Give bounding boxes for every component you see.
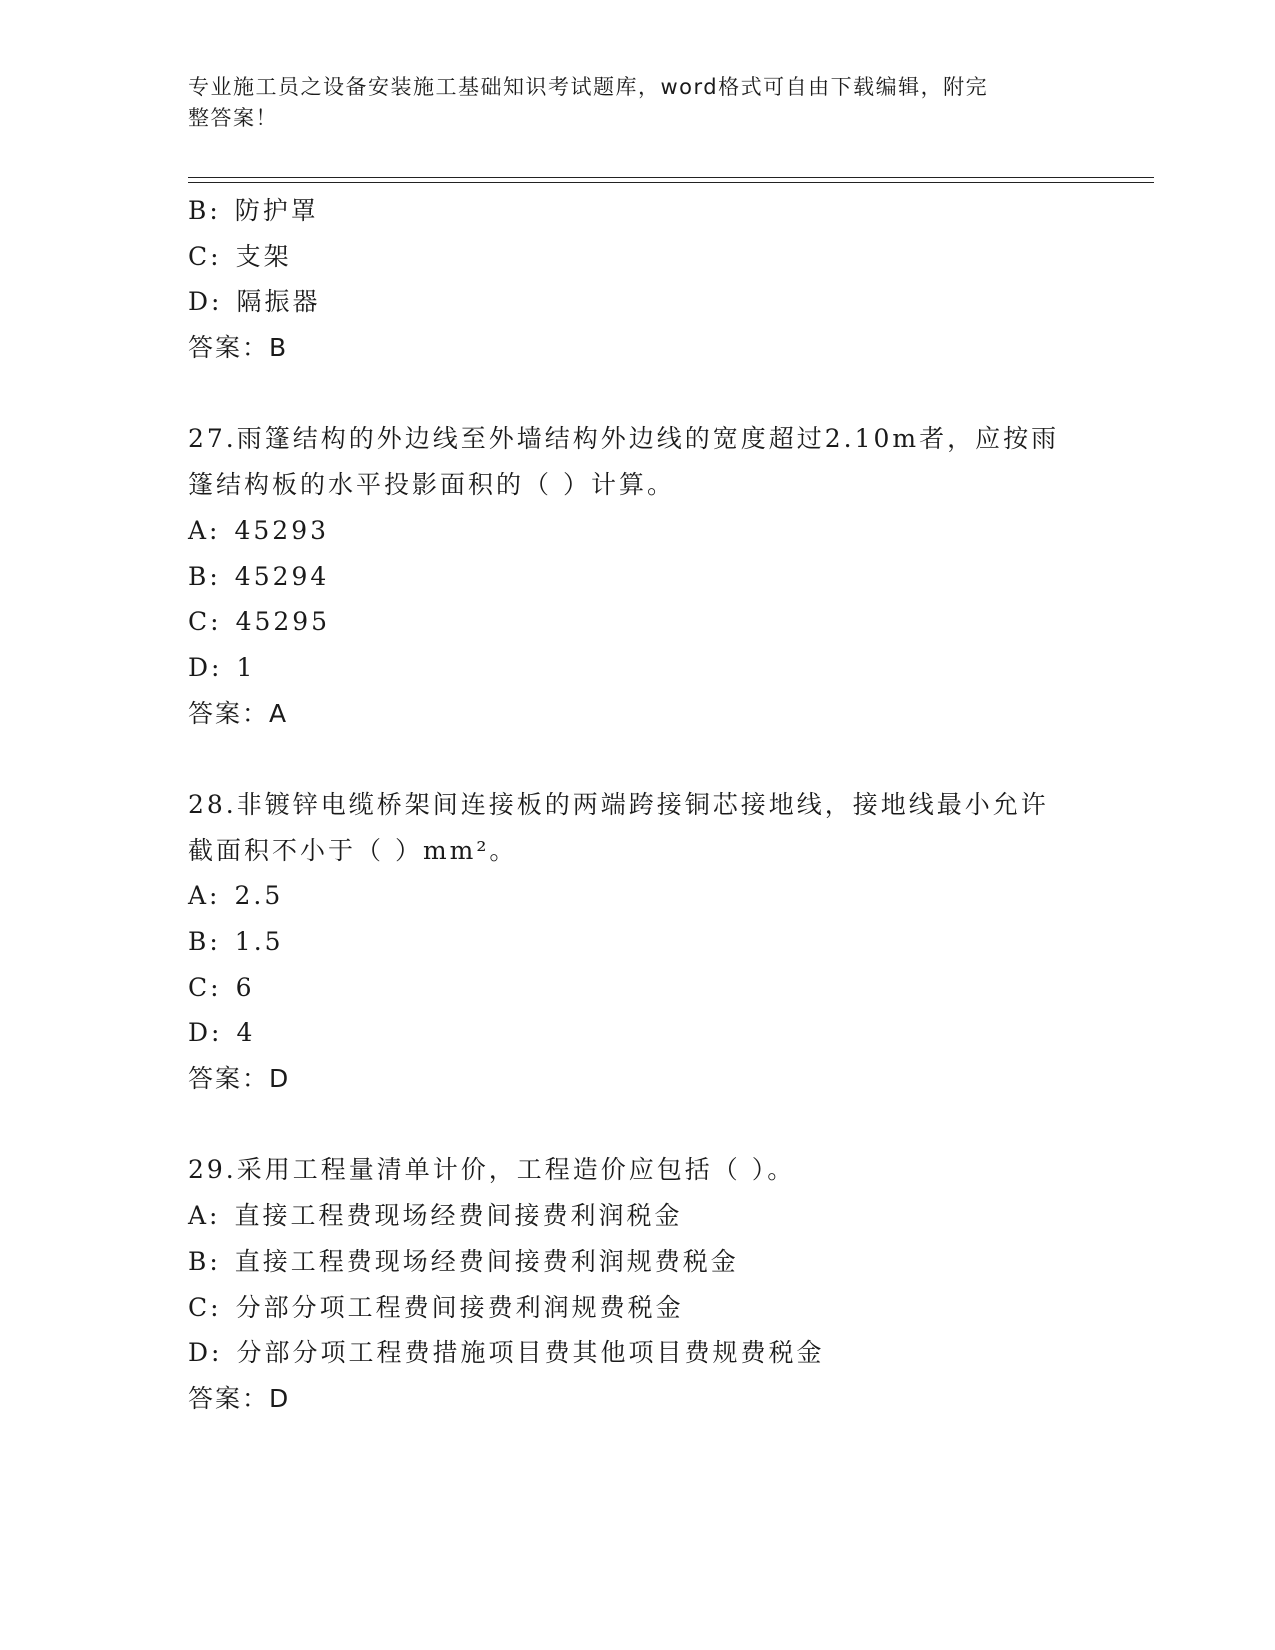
header-line-2: 整答案！ [188,106,278,130]
option-text: 2.5 [234,881,284,911]
document-header [188,72,1068,134]
option-text: 直接工程费现场经费间接费利润规费税金 [234,1246,739,1276]
question-stem: 29.采用工程量清单计价，工程造价应包括（ ）。 [188,1155,796,1185]
option-d [188,1330,1088,1376]
option-d [188,279,1088,325]
option-key: B: [188,561,221,591]
option-key: B: [188,1246,221,1276]
question-28-block [188,782,1088,1102]
option-c [188,965,1088,1011]
question-list [188,188,1088,1422]
option-text: 直接工程费现场经费间接费利润税金 [234,1201,683,1231]
header-divider-bottom [188,182,1154,183]
option-text: 45294 [234,561,330,591]
option-c [188,599,1088,645]
option-key: A: [188,1201,221,1231]
option-key: C: [188,607,222,637]
spacer [188,1102,1088,1148]
option-d [188,1010,1088,1056]
question-27-block [188,416,1088,736]
header-line-1: 专业施工员之设备安装施工基础知识考试题库，word格式可自由下载编辑，附完 [188,75,989,99]
option-text: 1 [236,652,256,682]
question-stem: 27.雨篷结构的外边线至外墙结构外边线的宽度超过2.10m者，应按雨 [188,424,1060,454]
option-a [188,508,1088,554]
option-key: B: [188,927,221,956]
answer-line: 答案：B [188,333,289,363]
answer-line: 答案：D [188,1064,291,1094]
option-b [188,554,1088,600]
option-key: B: [188,196,221,225]
question-stem-continued: 截面积不小于（ ）mm²。 [188,835,518,865]
option-a [188,873,1088,919]
option-text: 分部分项工程费措施项目费其他项目费规费税金 [236,1338,825,1368]
option-key: D: [188,1338,223,1368]
option-key: D: [188,287,223,317]
option-key: A: [188,515,221,545]
option-key: A: [188,881,221,911]
option-text: 45293 [234,515,330,545]
option-text: 6 [235,972,255,1002]
option-text: 45295 [235,607,331,637]
option-key: C: [188,241,222,271]
answer-line: 答案：D [188,1383,291,1413]
option-c [188,1285,1088,1331]
option-key: D: [188,652,223,682]
header-divider-top [188,177,1154,178]
answer-line: 答案：A [188,698,289,728]
option-b [188,1239,1088,1285]
option-text: 防护罩 [234,196,319,225]
option-a [188,1193,1088,1239]
option-key: C: [188,1292,222,1322]
option-key: C: [188,972,222,1002]
question-stem-continued: 篷结构板的水平投影面积的（ ）计算。 [188,470,675,500]
option-text: 1.5 [234,927,284,956]
option-key: D: [188,1018,223,1048]
question-stem: 28.非镀锌电缆桥架间连接板的两端跨接铜芯接地线，接地线最小允许 [188,789,1049,819]
spacer [188,371,1088,417]
option-b [188,188,1088,234]
spacer [188,736,1088,782]
option-text: 分部分项工程费间接费利润规费税金 [235,1292,684,1322]
option-text: 隔振器 [236,287,321,317]
prev-question-block [188,188,1088,371]
option-text: 支架 [235,241,292,271]
option-c [188,234,1088,280]
option-text: 4 [236,1018,256,1048]
question-29-block [188,1147,1088,1421]
option-b [188,919,1088,965]
option-d [188,645,1088,691]
